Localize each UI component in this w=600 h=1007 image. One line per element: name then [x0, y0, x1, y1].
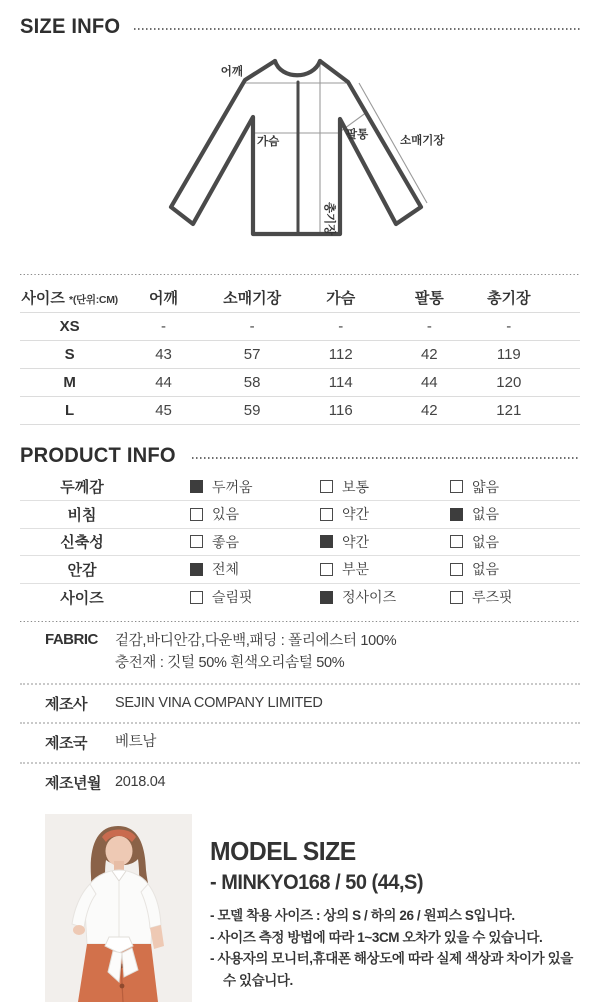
chest-label: 가슴 [257, 136, 280, 148]
attribute-option: 보통 [320, 477, 450, 497]
attribute-row-lining [20, 556, 580, 584]
date-value: 2018.04 [115, 774, 166, 790]
col-chest: 가슴 [296, 284, 385, 312]
attribute-option: 없음 [450, 504, 499, 524]
model-size-section [20, 814, 580, 1002]
table-row [20, 396, 580, 424]
checkbox-icon [190, 591, 203, 604]
checkbox-icon [450, 508, 463, 521]
cell-value: 59 [208, 396, 297, 424]
dotted-separator [20, 274, 580, 276]
size-info-header [20, 14, 580, 40]
manufacturer-value: SEJIN VINA COMPANY LIMITED [115, 694, 323, 711]
col-sleeve: 소매기장 [208, 284, 297, 312]
model-photo-illustration [45, 814, 192, 1002]
cell-value: - [208, 312, 297, 340]
checkbox-icon [320, 563, 333, 576]
attribute-option: 두꺼움 [190, 477, 320, 497]
model-note: - 사이즈 측정 방법에 따라 1~3CM 오차가 있을 수 있습니다. [210, 929, 543, 945]
cell-value: 44 [119, 368, 208, 396]
attribute-row-sheerness [20, 501, 580, 529]
checkbox-icon [450, 480, 463, 493]
cell-value: - [296, 312, 385, 340]
measure-lines [245, 63, 427, 234]
date-label: 제조년월 [45, 775, 101, 792]
attribute-label: 신축성 [60, 534, 104, 552]
dotted-leader [134, 28, 580, 30]
cell-value: - [474, 312, 580, 340]
size-table-header-row [20, 284, 580, 312]
size-table [20, 284, 580, 425]
country-label: 제조국 [45, 735, 87, 753]
checkbox-icon [190, 535, 203, 548]
cell-size: M [20, 368, 119, 396]
cell-value: 45 [119, 396, 208, 424]
table-row [20, 340, 580, 368]
attribute-label: 두께감 [60, 479, 104, 497]
jacket-outline [171, 61, 421, 234]
fabric-value [115, 631, 396, 675]
cell-value: 58 [208, 368, 297, 396]
checkbox-icon [320, 591, 333, 604]
attribute-row-thickness [20, 474, 580, 502]
attribute-label: 사이즈 [60, 589, 104, 607]
cell-value: 114 [296, 368, 385, 396]
manufacturing-details [20, 623, 580, 802]
attribute-label: 안감 [67, 561, 97, 579]
attribute-option: 약간 [320, 504, 450, 524]
cell-value: 121 [474, 396, 580, 424]
attribute-option: 부분 [320, 559, 450, 579]
attribute-option: 전체 [190, 559, 320, 579]
attribute-option: 없음 [450, 559, 499, 579]
attribute-option: 슬림핏 [190, 587, 320, 607]
cell-value: 57 [208, 340, 297, 368]
arm-width-label: 팔통 [346, 129, 369, 141]
attribute-label: 비침 [67, 506, 97, 524]
checkbox-icon [320, 480, 333, 493]
cell-value: 43 [119, 340, 208, 368]
col-shoulder: 어깨 [119, 284, 208, 312]
size-info-title: SIZE INFO [20, 15, 121, 38]
cell-value: 44 [385, 368, 474, 396]
cell-value: - [385, 312, 474, 340]
model-note: - 사용자의 모니터,휴대폰 해상도에 따라 실제 색상과 차이가 있을 수 있습니다. [210, 951, 573, 989]
cell-value: 119 [474, 340, 580, 368]
total-length-label: 총기장 [323, 202, 335, 236]
attribute-option: 좋음 [190, 532, 320, 552]
cell-size: XS [20, 312, 119, 340]
checkbox-icon [320, 508, 333, 521]
model-note: - 모델 착용 사이즈 : 상의 S / 하의 26 / 원피스 S입니다. [210, 907, 515, 923]
manufacturer-label: 제조사 [45, 695, 87, 713]
attribute-option: 있음 [190, 504, 320, 524]
checkbox-icon [190, 508, 203, 521]
model-photo [45, 814, 192, 1002]
fabric-line-1: 겉감,바디안감,다운백,패딩 : 폴리에스터 100% [115, 633, 397, 649]
attribute-option: 루즈핏 [450, 587, 513, 607]
sleeve-length-label: 소매기장 [400, 135, 445, 147]
jacket-measure-diagram [148, 54, 470, 266]
model-notes [210, 905, 580, 992]
model-name: - MINKYO168 / 50 (44,S) [210, 870, 424, 894]
jacket-diagram-svg [148, 54, 470, 266]
product-info-title: PRODUCT INFO [20, 443, 176, 467]
attribute-option: 없음 [450, 532, 499, 552]
attribute-option: 약간 [320, 532, 450, 552]
cell-value: 42 [385, 340, 474, 368]
cell-value: - [119, 312, 208, 340]
cell-size: L [20, 396, 119, 424]
country-value: 베트남 [115, 734, 157, 751]
checkbox-icon [450, 563, 463, 576]
manufacturer-row [20, 685, 580, 725]
checkbox-icon [320, 535, 333, 548]
cell-value: 116 [296, 396, 385, 424]
product-attributes [20, 474, 580, 612]
cell-size: S [20, 340, 119, 368]
fabric-row [20, 623, 580, 685]
model-size-title: MODEL SIZE [210, 835, 356, 866]
checkbox-icon [190, 563, 203, 576]
dotted-leader [192, 457, 580, 459]
date-row [20, 764, 580, 802]
attribute-option: 정사이즈 [320, 587, 450, 607]
col-size: 사이즈 *(단위:CM) [20, 284, 119, 312]
attribute-row-fit [20, 584, 580, 612]
checkbox-icon [450, 591, 463, 604]
product-info-header [20, 443, 580, 469]
shoulder-label: 어깨 [220, 66, 243, 78]
country-row [20, 724, 580, 764]
cell-value: 112 [296, 340, 385, 368]
model-size-info [210, 814, 580, 1002]
cell-value: 120 [474, 368, 580, 396]
fabric-label: FABRIC [45, 631, 98, 648]
col-arm: 팔통 [385, 284, 474, 312]
cell-value: 42 [385, 396, 474, 424]
checkbox-icon [190, 480, 203, 493]
unit-note: *(단위:CM) [69, 294, 118, 307]
table-row [20, 368, 580, 396]
col-length: 총기장 [474, 284, 580, 312]
checkbox-icon [450, 535, 463, 548]
attribute-row-elasticity [20, 529, 580, 557]
fabric-line-2: 충전재 : 깃털 50% 흰색오리솜털 50% [115, 654, 345, 671]
attribute-option: 얇음 [450, 477, 499, 497]
table-row [20, 312, 580, 340]
